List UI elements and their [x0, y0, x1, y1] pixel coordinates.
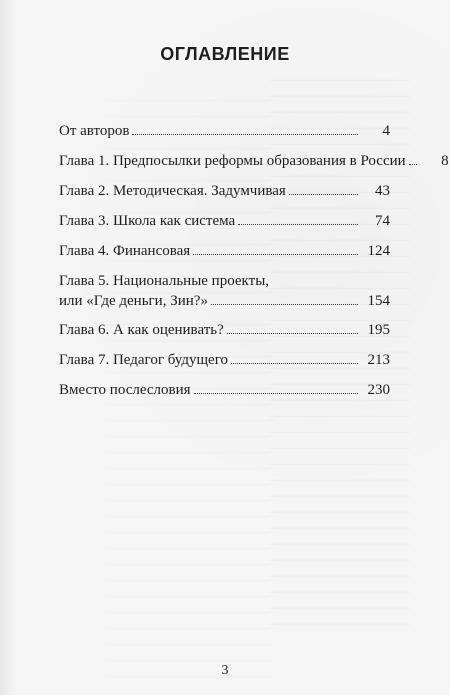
toc-entry: [59, 380, 390, 400]
toc-line: [59, 380, 390, 400]
dot-leader: [193, 253, 358, 255]
toc-page-number: 4: [382, 123, 390, 139]
dot-leader: [227, 332, 358, 334]
toc-entry: [59, 121, 390, 141]
dot-leader: [409, 163, 417, 165]
toc-label: Глава 4. Финансовая: [59, 243, 191, 259]
dot-leader: [231, 362, 358, 364]
toc-page-number: 43: [375, 183, 390, 199]
toc-label: Глава 7. Педагог будущего: [59, 352, 228, 368]
toc-label: Глава 2. Методическая. Задумчивая: [59, 183, 286, 199]
toc-entry: [59, 350, 390, 370]
toc-entry: [59, 181, 390, 201]
toc-line: [59, 121, 390, 141]
toc-line: [59, 320, 390, 340]
toc-label: От авторов: [59, 123, 130, 139]
toc-line: [59, 241, 390, 261]
dot-leader: [211, 303, 358, 305]
toc-entry: [59, 211, 390, 231]
toc-label: Глава 1. Предпосылки реформы образования в России: [59, 153, 406, 169]
toc-entry: [59, 320, 390, 340]
toc-label: Глава 3. Школа как система: [59, 213, 236, 229]
toc-page-number: 124: [367, 243, 390, 259]
toc-page-number: 213: [367, 352, 390, 368]
dot-leader: [289, 193, 358, 195]
toc-entry: [59, 271, 390, 311]
toc-label: или «Где деньги, Зин?»: [59, 293, 208, 309]
toc-page-number: 154: [367, 293, 390, 309]
toc-page-number: 74: [375, 213, 390, 229]
toc-line: [59, 291, 390, 311]
dot-leader: [194, 392, 358, 394]
toc-label: Вместо послесловия: [59, 382, 191, 398]
page-title: ОГЛАВЛЕНИЕ: [160, 44, 290, 64]
toc-line: [59, 151, 449, 171]
table-of-contents: [59, 121, 449, 410]
toc-page-number: 230: [367, 382, 390, 398]
toc-entry: [59, 151, 449, 171]
page-number: 3: [221, 663, 229, 678]
toc-line: [59, 211, 390, 231]
toc-label: Глава 6. А как оценивать?: [59, 322, 224, 338]
toc-line: [59, 181, 390, 201]
toc-page-number: 195: [367, 322, 390, 338]
dot-leader: [238, 223, 358, 225]
toc-line: [59, 350, 390, 370]
toc-label-line-1: Глава 5. Национальные проекты,: [59, 273, 270, 289]
toc-entry: [59, 241, 390, 261]
dot-leader: [132, 133, 358, 135]
toc-page-number: 8: [441, 153, 449, 169]
